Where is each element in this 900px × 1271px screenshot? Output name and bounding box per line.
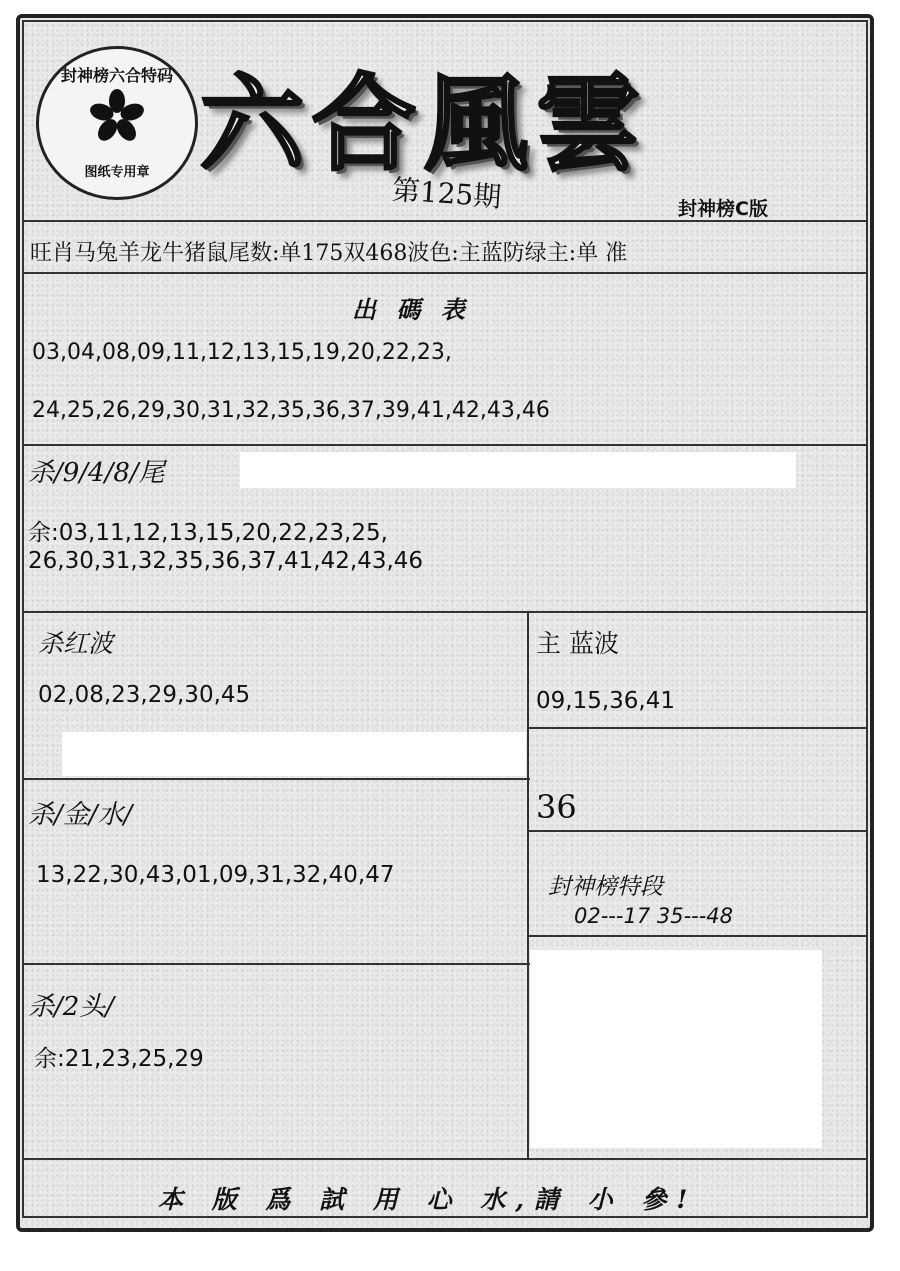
single-number: 36 [536, 788, 577, 826]
kill-tail-line-2: 26,30,31,32,35,36,37,41,42,43,46 [28, 548, 424, 574]
kill-red-numbers: 02,08,23,29,30,45 [38, 682, 251, 708]
blank-patch [240, 452, 796, 488]
divider-kill-element [22, 963, 530, 965]
kill-head-label: 杀/2头/ [28, 992, 115, 1022]
seal-stamp [36, 46, 198, 200]
blank-patch [62, 732, 526, 776]
issue-number: 第125期 [390, 173, 503, 214]
kill-tail-label: 杀/9/4/8/尾 [28, 458, 165, 488]
main-blue-label: 主 蓝波 [536, 629, 619, 658]
bauhinia-flower-icon [89, 89, 145, 145]
kill-element-numbers: 13,22,30,43,01,09,31,32,40,47 [36, 862, 395, 888]
special-section-label: 封神榜特段 [548, 874, 663, 900]
chuma-title: 出 碼 表 [352, 295, 471, 324]
divider-info [22, 272, 868, 274]
seal-top-text: 封神榜六合特码 [60, 66, 173, 85]
seal-bottom-text: 图纸专用章 [84, 165, 150, 180]
chuma-line-2: 24,25,26,29,30,31,32,35,36,37,39,41,42,43,46 [32, 398, 550, 423]
divider-chuma [22, 444, 868, 446]
kill-tail-line-1: 余:03,11,12,13,15,20,22,23,25, [28, 520, 388, 546]
divider-header [22, 220, 868, 222]
kill-element-label: 杀/金/水/ [28, 800, 133, 830]
footer-note: 本 版 爲 試 用 心 水,請 小 參! [158, 1185, 698, 1214]
edition-label: 封神榜C版 [678, 198, 768, 220]
divider-special [528, 935, 868, 937]
divider-single [528, 830, 868, 832]
page-title: 六合風雲 [200, 62, 649, 185]
special-section-ranges: 02---17 35---48 [574, 904, 734, 928]
blank-patch [530, 950, 822, 1148]
column-divider [527, 612, 529, 1159]
divider-footer [22, 1158, 868, 1160]
divider-kill-red [22, 778, 530, 780]
info-line: 旺肖马兔羊龙牛猪鼠尾数:单175双468波色:主蓝防绿主:单 准 [30, 241, 628, 266]
kill-head-numbers: 余:21,23,25,29 [34, 1046, 204, 1072]
main-blue-numbers: 09,15,36,41 [536, 688, 675, 714]
divider-main-blue [528, 727, 868, 729]
divider-kill-tail [22, 611, 868, 613]
kill-red-label: 杀红波 [38, 629, 114, 658]
chuma-line-1: 03,04,08,09,11,12,13,15,19,20,22,23, [32, 340, 452, 365]
